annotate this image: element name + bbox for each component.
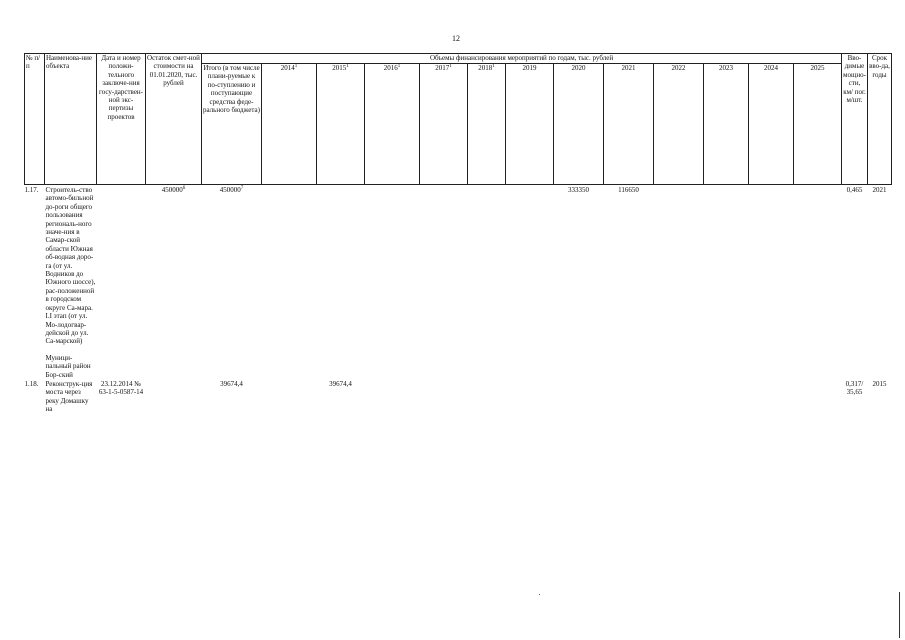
year-label: 2016: [383, 64, 398, 72]
column-header-name: Наименова-ние объекта: [45, 54, 97, 185]
column-header-year: [604, 64, 654, 185]
section-title: Муници-пальный район Бор-ский: [45, 353, 91, 379]
year-label: 2014: [280, 64, 295, 72]
financing-table: [24, 53, 892, 414]
year-label: 2021: [621, 64, 636, 72]
column-header-total: Итого (в том числе плани-руемые к по-ступлению и поступающие средства феде-рального бюджета): [202, 64, 262, 185]
year-value: [749, 379, 794, 414]
year-value: [794, 185, 842, 346]
year-label: 2019: [522, 64, 537, 72]
total-amount: 39674,4: [220, 379, 243, 388]
year-value: [704, 379, 749, 414]
total-amount: 450000: [219, 186, 241, 194]
table-row: [25, 379, 892, 414]
column-header-year: [704, 64, 749, 185]
year-label: 2025: [810, 64, 825, 72]
column-header-date: Дата и номер положи-тельного заключе-ния госу-дарствен-ной экс-пертизы проектов: [97, 54, 146, 185]
column-header-balance: Остаток смет-ной стоимости на 01.01.2020, тыс. рублей: [146, 54, 202, 185]
year-value: [604, 379, 654, 414]
column-header-year: [794, 64, 842, 185]
balance-amount: 450000: [161, 186, 183, 194]
year-value: [554, 379, 604, 414]
column-header-term: Срок вво-да, годы: [868, 54, 892, 185]
year-label: 2015: [332, 64, 347, 72]
column-header-year: [262, 64, 317, 185]
year-value: [317, 185, 365, 346]
year-value: 333350: [568, 186, 589, 194]
year-value: [262, 185, 317, 346]
footnote-mark: 1: [492, 64, 495, 69]
table-row: [25, 185, 892, 346]
row-num: 1.17.: [24, 186, 39, 194]
year-label: 2020: [571, 64, 586, 72]
year-label: 2022: [671, 64, 686, 72]
object-name: Строитель-ство автомо-бильной до-роги общего пользования региональ-ного значе-ния в Самар-ской области Южная об-водная доро-га (от ул. Водников до Южного шоссе), рас-положенной в городском округе Са-мара. I.I этап (от ул. Мо-лодогвар-дейской до ул. Са-марской): [45, 186, 96, 346]
section-row: [25, 346, 892, 379]
column-header-num: № п/п: [25, 54, 45, 185]
capacity-value: 0,465: [846, 186, 863, 194]
column-header-year: [468, 64, 506, 185]
year-value: [704, 185, 749, 346]
column-header-year: [506, 64, 554, 185]
table-body: [25, 185, 892, 414]
footnote-mark: 1: [397, 64, 401, 69]
column-header-year: [654, 64, 704, 185]
scan-speck: [539, 594, 540, 595]
page-number: 12: [452, 34, 460, 43]
row-num-cell: [25, 346, 45, 379]
expertise-date: 23.12.2014 № 63-1-5-0587-14: [98, 379, 144, 397]
total-value: [202, 185, 262, 346]
footnote-mark: 7: [240, 186, 244, 191]
year-value: 116650: [618, 186, 639, 194]
footnote-mark: 1: [294, 64, 298, 69]
year-label: 2024: [764, 64, 778, 72]
row-num: 1.18.: [24, 379, 39, 388]
balance-value: [146, 379, 202, 414]
column-header-year: [420, 64, 468, 185]
year-value: [420, 379, 468, 414]
scan-edge-line: [899, 592, 900, 638]
column-header-capacity: Вво-димые мощно-сти, км/ пог. м/шт.: [842, 54, 868, 185]
term-value: 2015: [872, 379, 887, 388]
empty-cell: [97, 346, 892, 379]
expertise-date: [97, 185, 146, 346]
year-value: [420, 185, 468, 346]
column-header-funding-group: Объемы финансирования мероприятий по годам, тыс. рублей: [202, 54, 842, 64]
year-value: [794, 379, 842, 414]
year-value: [654, 379, 704, 414]
year-value: [654, 185, 704, 346]
year-value: [262, 379, 317, 414]
year-value: [749, 185, 794, 346]
year-value: 39674,4: [329, 379, 352, 388]
column-header-year: [365, 64, 420, 185]
total-value: [202, 379, 262, 414]
table-header-row: [25, 54, 892, 64]
year-value: [468, 379, 506, 414]
year-label: 2018: [478, 64, 493, 72]
term-value: 2021: [872, 186, 887, 194]
object-name: Реконструк-ция моста через реку Домашку на: [45, 379, 93, 414]
year-label: 2023: [719, 64, 733, 72]
footnote-mark: 1: [449, 64, 452, 69]
year-value: [365, 379, 420, 414]
year-value: [468, 185, 506, 346]
year-value: [506, 185, 554, 346]
year-label: 2017: [435, 64, 450, 72]
footnote-mark: 1: [346, 64, 349, 69]
year-value: [365, 185, 420, 346]
balance-value: [146, 185, 202, 346]
capacity-value: 0,317/ 35,65: [845, 379, 864, 397]
footnote-mark: 6: [182, 186, 186, 191]
column-header-year: [317, 64, 365, 185]
column-header-year: [554, 64, 604, 185]
year-value: [506, 379, 554, 414]
column-header-year: [749, 64, 794, 185]
